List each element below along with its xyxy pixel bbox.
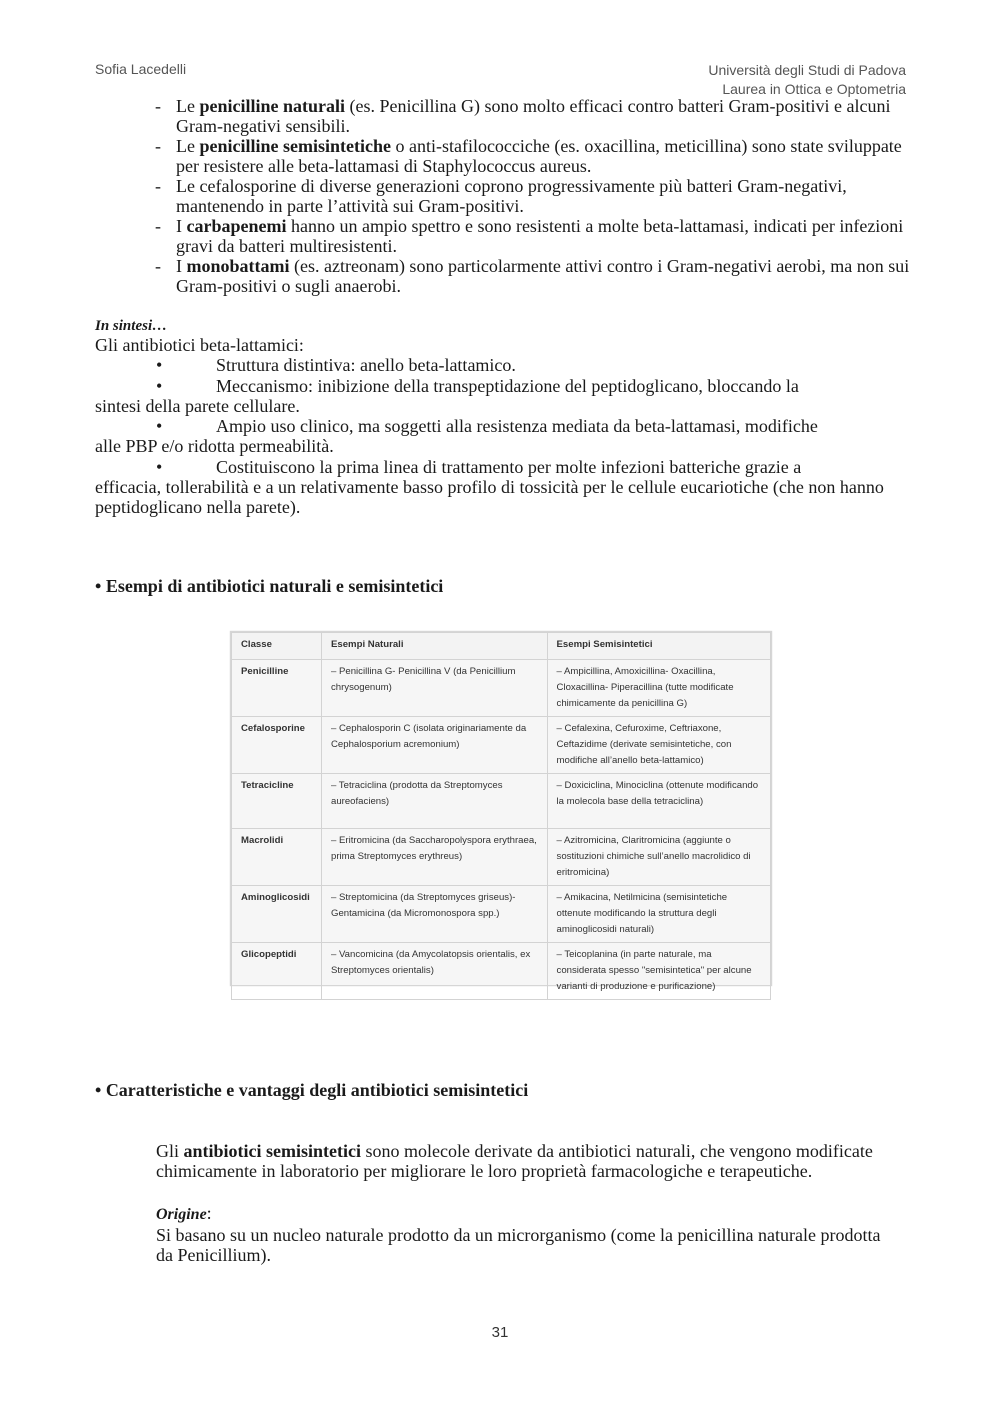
table-row bbox=[232, 717, 771, 774]
list-item bbox=[155, 216, 915, 256]
table-cell-natural: – Eritromicina (da Saccharopolyspora erythraea, prima Streptomyces erythreus) bbox=[321, 829, 547, 886]
summary-lead: In sintesi… bbox=[95, 318, 168, 334]
table-cell-semisynthetic: – Cefalexina, Cefuroxime, Ceftriaxone, Ceftazidime (derivate semisintetiche, con modifiche all’anello beta-lattamico) bbox=[547, 717, 770, 774]
list-item-text: Le cefalosporine di diverse generazioni coprono progressivamente più batteri Gram-negativi, mantenendo in parte l’attività sui Gram-positivi. bbox=[176, 176, 847, 216]
table-cell-class: Glicopeptidi bbox=[232, 943, 322, 1000]
list-item-text: I bbox=[176, 216, 187, 236]
dash-bullet: - bbox=[155, 216, 161, 236]
summary-point: • Meccanismo: inibizione della transpeptidazione del peptidoglicano, bloccando la bbox=[156, 375, 799, 396]
summary-point: • Ampio uso clinico, ma soggetti alla resistenza mediata da beta-lattamasi, modifiche bbox=[156, 416, 818, 437]
antibiotics-table bbox=[230, 631, 772, 992]
table-header-row bbox=[232, 633, 771, 660]
list-item-bold: penicilline naturali bbox=[199, 96, 345, 116]
origin-label: Origine bbox=[156, 1205, 207, 1223]
list-item-text: Le bbox=[176, 96, 200, 116]
summary-block bbox=[95, 317, 905, 518]
table-cell-class: Tetracicline bbox=[232, 774, 322, 829]
section-title-semisynthetic: • Caratteristiche e vantaggi degli antibiotici semisintetici bbox=[95, 1080, 529, 1100]
section-title-examples: • Esempi di antibiotici naturali e semisintetici bbox=[95, 576, 444, 596]
summary-point-continuation: efficacia, tollerabilità e a un relativamente basso profilo di tossicità per le cellule eucariotiche (che non hanno peptidoglicano nella parete). bbox=[95, 477, 884, 518]
table-cell-class: Aminoglicosidi bbox=[232, 886, 322, 943]
page-number: 31 bbox=[491, 1324, 509, 1341]
table-row bbox=[232, 774, 771, 829]
list-item-bold: monobattami bbox=[186, 256, 290, 276]
table-cell-natural: – Penicillina G- Penicillina V (da Penicillium chrysogenum) bbox=[321, 660, 547, 717]
summary-point: • Costituiscono la prima linea di trattamento per molte infezioni batteriche grazie a bbox=[156, 456, 802, 477]
table-cell-natural: – Streptomicina (da Streptomyces griseus)- Gentamicina (da Micromonospora spp.) bbox=[321, 886, 547, 943]
list-item-text: o anti-stafilococciche (es. oxacillina, meticillina) sono state sviluppate per resistere alle beta-lattamasi di Staphylococcus aureus. bbox=[176, 136, 902, 176]
list-item-text: I bbox=[176, 256, 187, 276]
origin-text: Si basano su un nucleo naturale prodotto da un microrganismo (come la penicillina naturale prodotta da Penicillium). bbox=[156, 1224, 881, 1266]
table-cell-natural: – Tetraciclina (prodotta da Streptomyces aureofaciens) bbox=[321, 774, 547, 829]
dash-bullet: - bbox=[155, 96, 161, 116]
summary-point-continuation: alle PBP e/o ridotta permeabilità. bbox=[95, 436, 334, 457]
table-cell-class: Macrolidi bbox=[232, 829, 322, 886]
list-item bbox=[155, 96, 915, 136]
table-cell-class: Penicilline bbox=[232, 660, 322, 717]
list-item-text: hanno un ampio spettro e sono resistenti a molte beta-lattamasi, indicati per infezioni gravi da batteri multiresistenti. bbox=[176, 216, 904, 256]
table-cell-semisynthetic: – Amikacina, Netilmicina (semisintetiche ottenute modificando la struttura degli aminoglicosidi naturali) bbox=[547, 886, 770, 943]
list-item-text: Le bbox=[176, 136, 200, 156]
column-header: Classe bbox=[232, 633, 322, 660]
dash-bullet: - bbox=[155, 176, 161, 196]
header-course: Laurea in Ottica e Optometria bbox=[722, 81, 906, 97]
list-item bbox=[155, 256, 915, 296]
list-item-text: (es. Penicillina G) sono molto efficaci contro batteri Gram-positivi e alcuni Gram-negativi sensibili. bbox=[176, 96, 891, 136]
table-row bbox=[232, 829, 771, 886]
table-cell-semisynthetic: – Doxiciclina, Minociclina (ottenute modificando la molecola base della tetraciclina) bbox=[547, 774, 770, 829]
table-cell-semisynthetic: – Ampicillina, Amoxicillina- Oxacillina, Cloxacillina- Piperacillina (tutte modificate chimicamente da penicillina G) bbox=[547, 660, 770, 717]
list-item-bold: carbapenemi bbox=[186, 216, 287, 236]
table-cell-semisynthetic: – Teicoplanina (in parte naturale, ma considerata spesso "semisintetica" per alcune varianti di produzione e purificazione) bbox=[547, 943, 770, 1000]
table-row bbox=[232, 886, 771, 943]
list-item bbox=[155, 136, 915, 176]
list-item-text: (es. aztreonam) sono particolarmente attivi contro i Gram-negativi aerobi, ma non sui Gram-positivi o sugli anaerobi. bbox=[176, 256, 910, 296]
table-cell-natural: – Vancomicina (da Amycolatopsis orientalis, ex Streptomyces orientalis) bbox=[321, 943, 547, 1000]
table-row bbox=[232, 660, 771, 717]
dash-bullet: - bbox=[155, 136, 161, 156]
column-header: Esempi Semisintetici bbox=[547, 633, 770, 660]
list-item bbox=[155, 176, 915, 216]
table-cell-natural: – Cephalosporin C (isolata originariamente da Cephalosporium acremonium) bbox=[321, 717, 547, 774]
dash-bullet: - bbox=[155, 256, 161, 276]
summary-point-continuation: sintesi della parete cellulare. bbox=[95, 395, 300, 416]
semisynthetic-definition: Gli antibiotici semisintetici sono molecole derivate da antibiotici naturali, che vengono modificate chimicamente in laboratorio per migliorare le loro proprietà farmacologiche e terapeutiche. bbox=[156, 1141, 873, 1182]
beta-lactam-bullet-list bbox=[155, 96, 915, 296]
origin-label-line: Origine: bbox=[156, 1202, 212, 1223]
column-header: Esempi Naturali bbox=[321, 633, 547, 660]
header-university: Università degli Studi di Padova bbox=[708, 62, 906, 78]
header-institution bbox=[708, 61, 906, 99]
table-cell-class: Cefalosporine bbox=[232, 717, 322, 774]
summary-point: • Struttura distintiva: anello beta-lattamico. bbox=[156, 355, 516, 376]
summary-intro: Gli antibiotici beta-lattamici: bbox=[95, 335, 304, 355]
header-author: Sofia Lacedelli bbox=[95, 61, 187, 77]
list-item-bold: penicilline semisintetiche bbox=[199, 136, 391, 156]
table-row bbox=[232, 943, 771, 1000]
table-cell-semisynthetic: – Azitromicina, Claritromicina (aggiunte o sostituzioni chimiche sull’anello macrolidico di eritromicina) bbox=[547, 829, 770, 886]
semisynthetic-text-block bbox=[156, 1141, 896, 1265]
